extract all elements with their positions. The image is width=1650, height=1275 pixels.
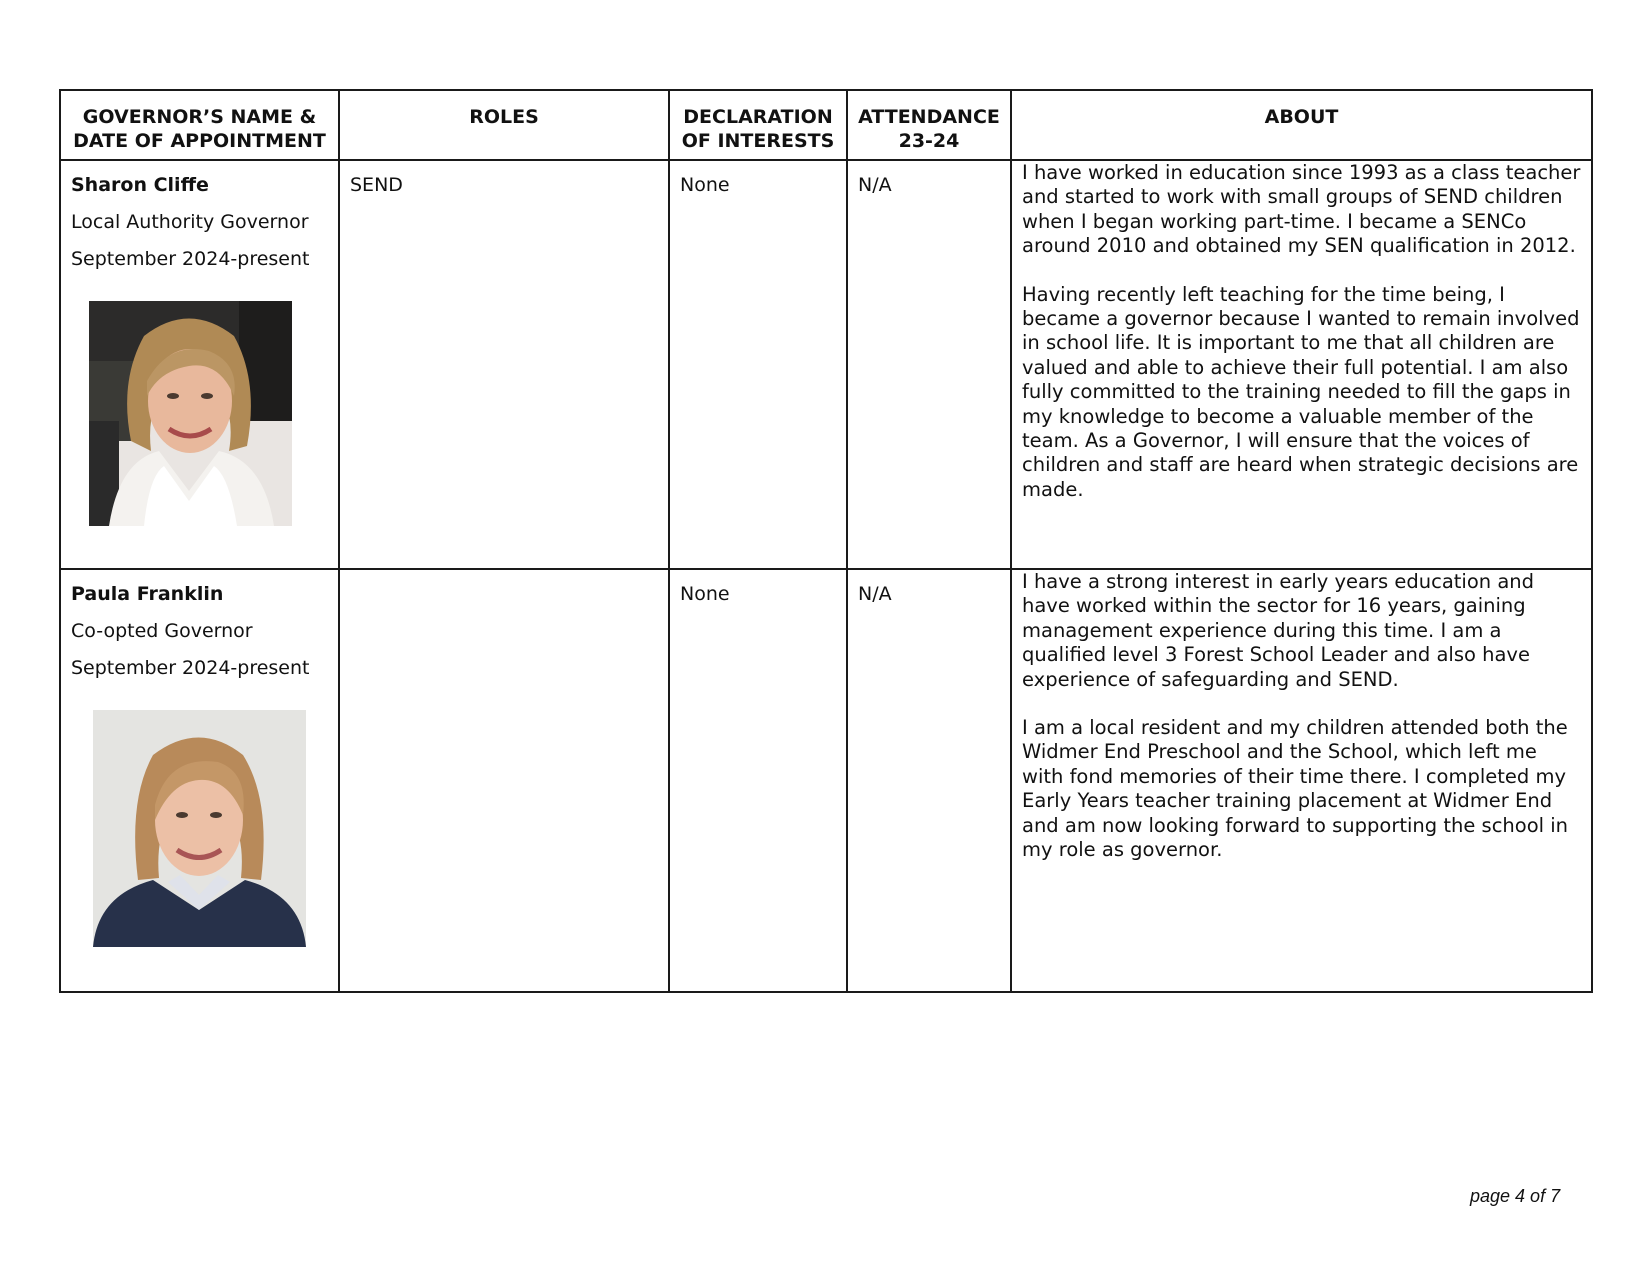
portrait-photo-sharon (89, 301, 292, 526)
roles-cell: SEND (339, 160, 669, 569)
governor-cell (60, 569, 339, 992)
governor-type: Co-opted Governor (71, 620, 253, 642)
attendance-cell: N/A (847, 569, 1011, 992)
header-roles: ROLES (339, 90, 669, 160)
declaration-cell: None (669, 160, 847, 569)
header-about: ABOUT (1011, 90, 1592, 160)
about-paragraph: I am a local resident and my children attended both the Widmer End Preschool and the School, which left me with fond memories of their time there. I completed my Early Years teacher training placement at Widmer End and am now looking forward to supporting the school in my role as governor. (1022, 716, 1569, 862)
about-cell (1011, 569, 1592, 992)
appointment-date: September 2024-present (71, 248, 310, 270)
governor-photo (71, 710, 328, 947)
about-cell (1011, 160, 1592, 569)
appointment-date: September 2024-present (71, 657, 310, 679)
header-declaration: DECLARATION OF INTERESTS (669, 90, 847, 160)
governor-type: Local Authority Governor (71, 211, 309, 233)
declaration-cell: None (669, 569, 847, 992)
about-paragraph: I have a strong interest in early years education and have worked within the sector for 16 years, gaining management experience during this time. I am a qualified level 3 Forest School Leader and also have experience of safeguarding and SEND. (1022, 570, 1535, 691)
header-name: GOVERNOR’S NAME & DATE OF APPOINTMENT (60, 90, 339, 160)
portrait-photo-paula (93, 710, 306, 947)
roles-cell (339, 569, 669, 992)
page-number: page 4 of 7 (1470, 1186, 1561, 1206)
header-row (60, 90, 1592, 160)
governor-name: Sharon Cliffe (71, 174, 209, 196)
governor-cell (60, 160, 339, 569)
attendance-cell: N/A (847, 160, 1011, 569)
governors-table (59, 89, 1593, 993)
about-paragraph: Having recently left teaching for the time being, I became a governor because I wanted to remain involved in school life. It is important to me that all children are valued and able to achieve their full potential. I am also fully committed to the training needed to fill the gaps in my knowledge to become a valuable member of the team. As a Governor, I will ensure that the voices of children and staff are heard when strategic decisions are made. (1022, 282, 1580, 501)
table-row (60, 160, 1592, 569)
table-row (60, 569, 1592, 992)
header-attendance: ATTENDANCE 23-24 (847, 90, 1011, 160)
governor-photo (71, 301, 328, 526)
about-paragraph: I have worked in education since 1993 as a class teacher and started to work with small groups of SEND children when I began working part-time. I became a SENCo around 2010 and obtained my SEN qualification in 2012. (1022, 161, 1581, 258)
governor-name: Paula Franklin (71, 583, 224, 605)
